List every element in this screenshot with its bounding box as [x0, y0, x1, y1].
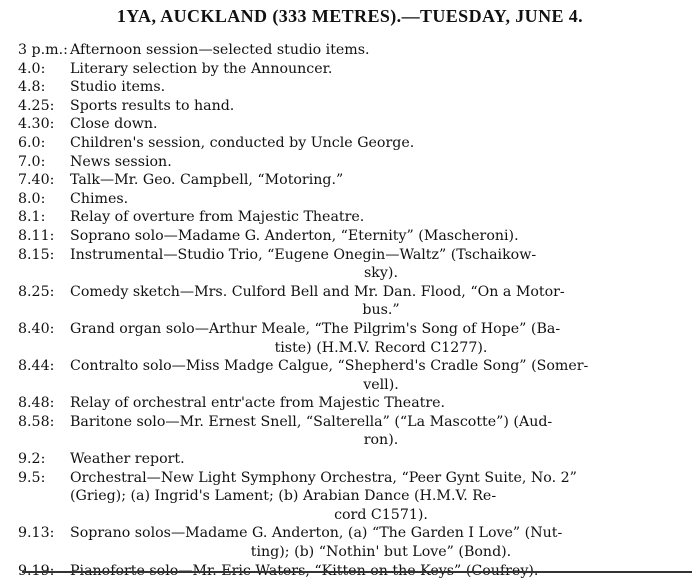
program-item	[18, 320, 692, 357]
program-item	[18, 227, 692, 246]
program-item	[18, 357, 692, 394]
program-item	[18, 60, 692, 79]
item-text: Instrumental—Studio Trio, “Eugene Onegin—Waltz” (Tschaikow-	[70, 246, 537, 263]
item-text: News session.	[70, 153, 172, 170]
item-time: 8.40:	[18, 320, 55, 337]
bottom-rule	[22, 571, 692, 573]
item-time: 9.13:	[18, 525, 55, 542]
program-list	[18, 41, 692, 580]
program-item	[18, 190, 692, 209]
item-text-continued: ting); (b) “Nothin' but Love” (Bond).	[250, 544, 512, 561]
item-text: Relay of overture from Majestic Theatre.	[70, 209, 365, 226]
item-time: 9.5:	[18, 469, 46, 486]
page-title: 1YA, AUCKLAND (333 METRES).—TUESDAY, JUNE 4.	[116, 6, 584, 26]
program-item	[18, 97, 692, 116]
program-item	[18, 115, 692, 134]
program-item	[18, 153, 692, 172]
program-item	[18, 450, 692, 469]
item-text-continued: ron).	[363, 432, 399, 449]
item-text-continued: bus.”	[362, 302, 400, 319]
item-text: Studio items.	[70, 79, 166, 96]
item-time: 4.0:	[18, 60, 46, 77]
item-time: 9.19:	[18, 562, 55, 579]
item-time: 8.15:	[18, 246, 55, 263]
program-item	[18, 246, 692, 283]
item-time: 8.58:	[18, 413, 55, 430]
item-time: 8.1:	[18, 209, 46, 226]
item-time: 8.48:	[18, 395, 55, 412]
item-text: Weather report.	[70, 451, 185, 468]
program-item	[18, 208, 692, 227]
item-time: 4.30:	[18, 116, 55, 133]
item-text: Soprano solos—Madame G. Anderton, (a) “The Garden I Love” (Nut-	[70, 525, 563, 542]
item-text: Literary selection by the Announcer.	[70, 60, 333, 77]
program-item	[18, 134, 692, 153]
item-text: Relay of orchestral entr'acte from Majestic Theatre.	[70, 395, 446, 412]
item-time: 8.25:	[18, 283, 55, 300]
item-text-continued: sky).	[364, 265, 398, 282]
item-text-continued: cord C1571).	[334, 506, 428, 523]
item-text-continued: vell).	[363, 376, 399, 393]
item-text: Children's session, conducted by Uncle George.	[70, 134, 415, 151]
item-text-continued: tiste) (H.M.V. Record C1277).	[274, 339, 488, 356]
item-text: Contralto solo—Miss Madge Calgue, “Shepherd's Cradle Song” (Somer-	[70, 358, 589, 375]
item-time: 8.11:	[18, 227, 55, 244]
item-time: 8.44:	[18, 358, 55, 375]
program-item	[18, 41, 692, 60]
item-text: Soprano solo—Madame G. Anderton, “Eternity” (Mascheroni).	[70, 227, 519, 244]
item-text: Chimes.	[70, 190, 129, 207]
program-item	[18, 78, 692, 97]
item-time: 7.40:	[18, 172, 55, 189]
item-time: 8.0:	[18, 190, 46, 207]
program-item	[18, 283, 692, 320]
program-item	[18, 469, 692, 525]
item-text-continued: (Grieg); (a) Ingrid's Lament; (b) Arabian Dance (H.M.V. Re-	[70, 488, 497, 505]
program-item	[18, 524, 692, 561]
program-item	[18, 394, 692, 413]
item-text: Sports results to hand.	[70, 97, 235, 114]
item-text: Pianoforte solo—Mr. Eric Waters, “Kitten on the Keys” (Coufrey).	[70, 562, 539, 579]
item-text: Baritone solo—Mr. Ernest Snell, “Salterella” (“La Mascotte”) (Aud-	[70, 413, 553, 430]
item-text: Comedy sketch—Mrs. Culford Bell and Mr. Dan. Flood, “On a Motor-	[70, 283, 565, 300]
item-time: 3 p.m.:	[18, 42, 68, 58]
item-time: 4.8:	[18, 79, 46, 96]
item-text: Grand organ solo—Arthur Meale, “The Pilgrim's Song of Hope” (Ba-	[70, 320, 561, 337]
program-item	[18, 171, 692, 190]
item-text: Close down.	[70, 116, 158, 133]
item-text: Orchestral—New Light Symphony Orchestra, “Peer Gynt Suite, No. 2”	[70, 469, 577, 486]
program-item	[18, 413, 692, 450]
item-text: Afternoon session—selected studio items.	[70, 42, 370, 58]
item-text: Talk—Mr. Geo. Campbell, “Motoring.”	[70, 172, 344, 189]
item-time: 9.2:	[18, 451, 46, 468]
item-time: 4.25:	[18, 97, 55, 114]
item-time: 6.0:	[18, 134, 46, 151]
item-time: 7.0:	[18, 153, 46, 170]
